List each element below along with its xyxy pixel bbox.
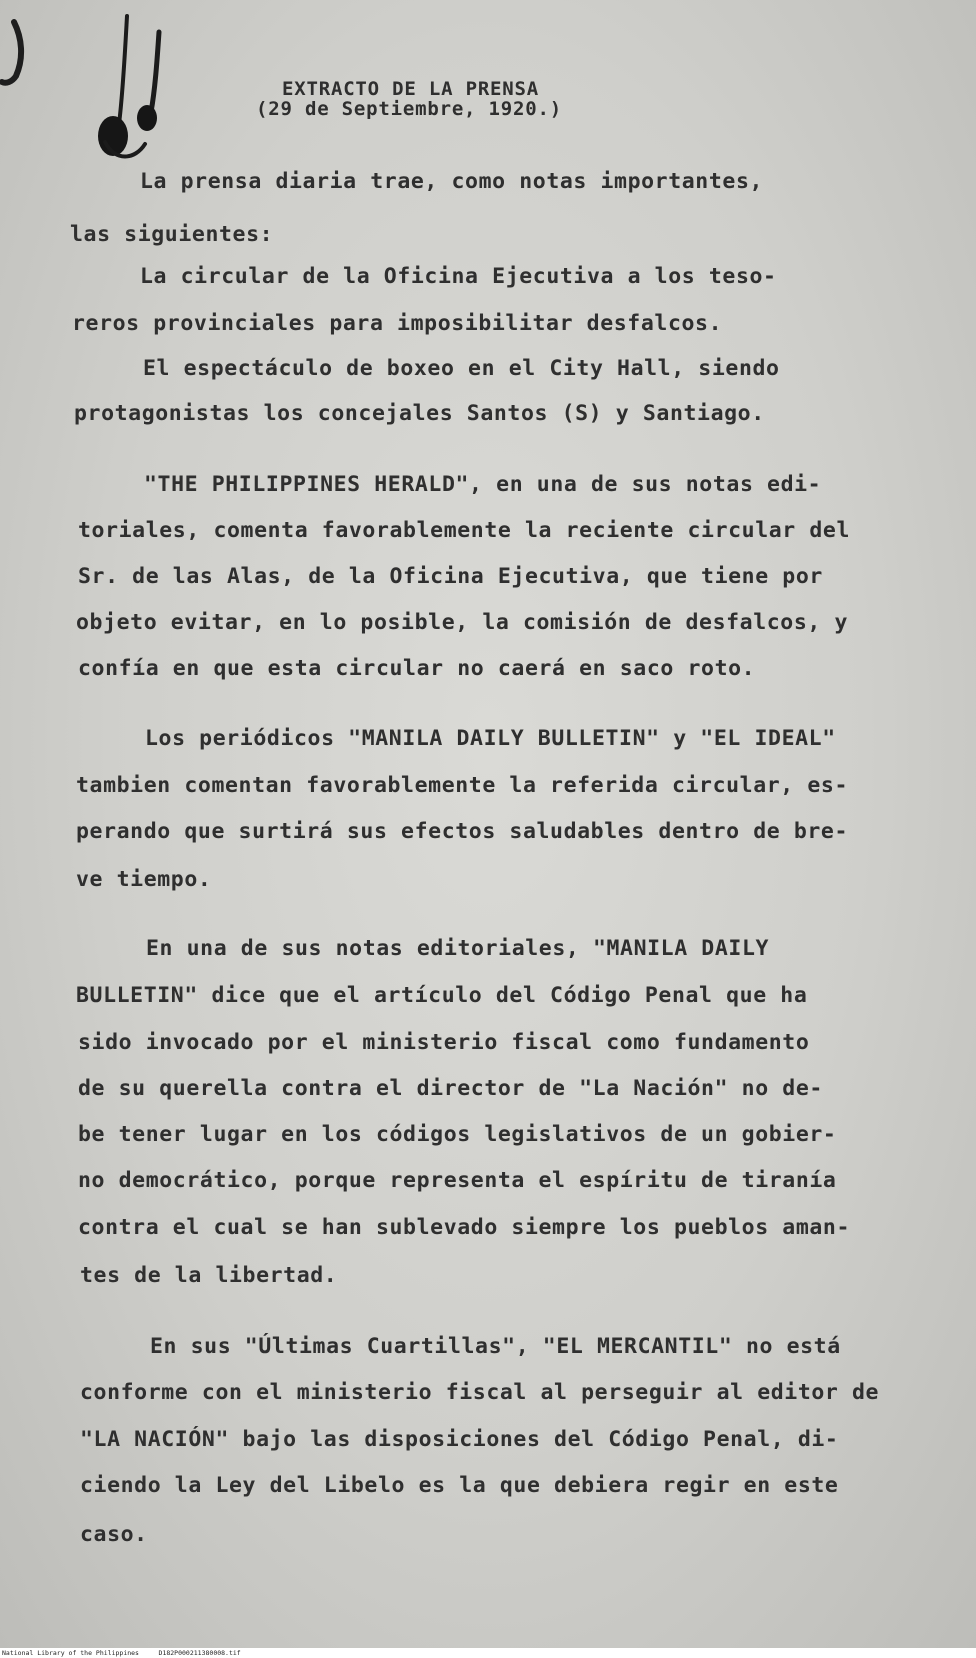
- text-line-23: tes de la libertad.: [80, 1263, 338, 1288]
- text-line-1: La prensa diaria trae, como notas importantes,: [140, 169, 764, 194]
- footer-caption: National Library of the Philippines D182P000211380008.tif: [2, 1649, 241, 1657]
- document-title: EXTRACTO DE LA PRENSA: [282, 78, 540, 100]
- text-line-21: no democrático, porque representa el espíritu de tiranía: [78, 1168, 837, 1193]
- text-line-2: las siguientes:: [70, 222, 274, 247]
- text-line-24: En sus "Últimas Cuartillas", "EL MERCANTIL" no está: [150, 1334, 841, 1359]
- text-line-26: "LA NACIÓN" bajo las disposiciones del Código Penal, di-: [80, 1427, 839, 1452]
- text-line-11: confía en que esta circular no caerá en saco roto.: [78, 656, 756, 681]
- text-line-19: de su querella contra el director de "La Nación" no de-: [78, 1076, 823, 1101]
- footer-strip: [0, 1648, 976, 1658]
- text-line-15: ve tiempo.: [76, 867, 212, 892]
- text-line-9: Sr. de las Alas, de la Oficina Ejecutiva, que tiene por: [78, 564, 823, 589]
- text-line-8: toriales, comenta favorablemente la reciente circular del: [78, 518, 851, 543]
- text-line-22: contra el cual se han sublevado siempre los pueblos aman-: [78, 1215, 851, 1240]
- text-line-28: caso.: [80, 1522, 148, 1547]
- edge-ink-mark: [0, 18, 30, 88]
- text-line-27: ciendo la Ley del Libelo es la que debiera regir en este: [80, 1473, 839, 1498]
- text-line-4: reros provinciales para imposibilitar desfalcos.: [72, 311, 723, 336]
- text-line-12: Los periódicos "MANILA DAILY BULLETIN" y "EL IDEAL": [145, 726, 836, 751]
- text-line-18: sido invocado por el ministerio fiscal como fundamento: [78, 1030, 810, 1055]
- text-line-10: objeto evitar, en lo posible, la comisión de desfalcos, y: [76, 610, 849, 635]
- text-line-6: protagonistas los concejales Santos (S) y Santiago.: [74, 401, 765, 426]
- handwritten-ink-mark: [95, 12, 175, 172]
- text-line-7: "THE PHILIPPINES HERALD", en una de sus notas edi-: [144, 472, 822, 497]
- text-line-16: En una de sus notas editoriales, "MANILA DAILY: [146, 936, 770, 961]
- text-line-25: conforme con el ministerio fiscal al perseguir al editor de: [80, 1380, 880, 1405]
- text-line-5: El espectáculo de boxeo en el City Hall, siendo: [143, 356, 780, 381]
- text-line-3: La circular de la Oficina Ejecutiva a los teso-: [140, 264, 777, 289]
- text-line-20: be tener lugar en los códigos legislativos de un gobier-: [78, 1122, 837, 1147]
- text-line-17: BULLETIN" dice que el artículo del Código Penal que ha: [76, 983, 808, 1008]
- document-date: (29 de Septiembre, 1920.): [256, 98, 562, 120]
- text-line-14: perando que surtirá sus efectos saludables dentro de bre-: [76, 819, 849, 844]
- text-line-13: tambien comentan favorablemente la referida circular, es-: [76, 773, 849, 798]
